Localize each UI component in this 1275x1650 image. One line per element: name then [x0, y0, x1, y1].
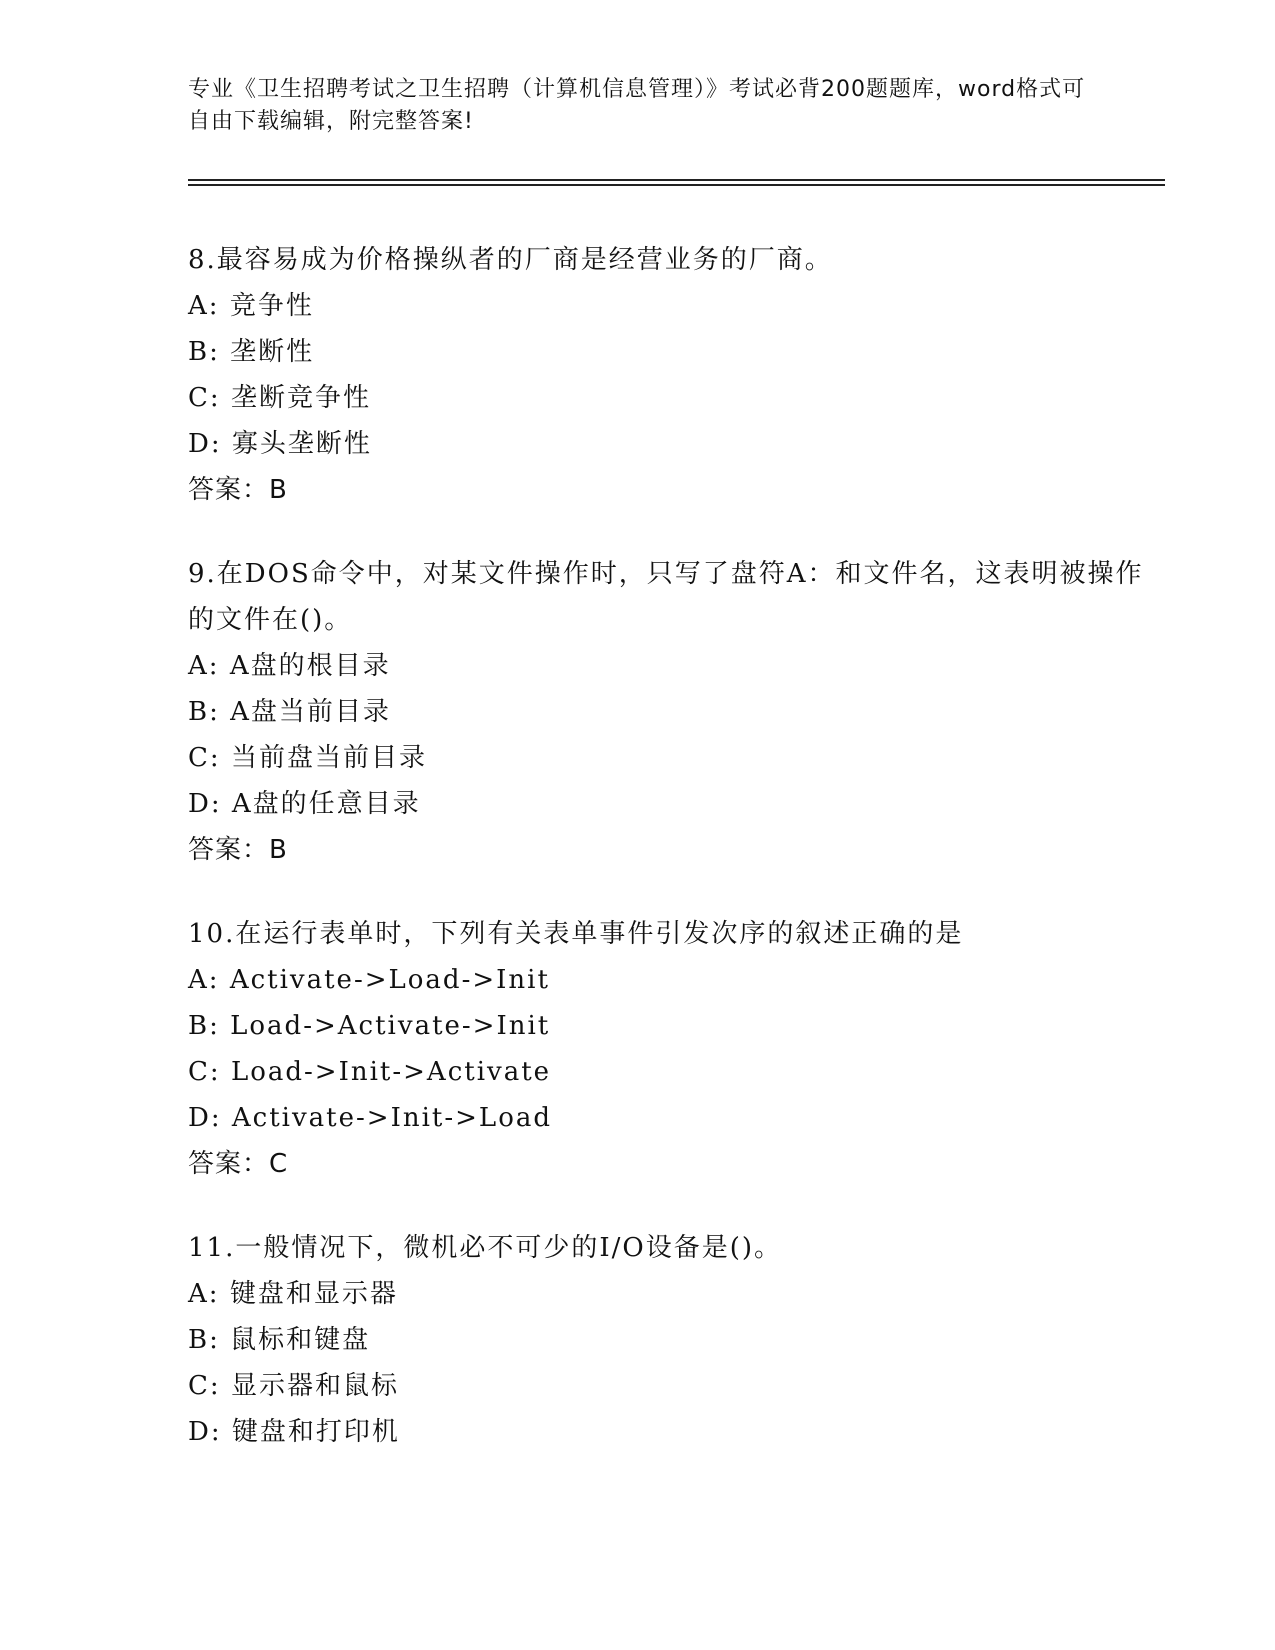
option-c: C : 垄断竞争性	[188, 375, 1148, 421]
option-b: B : A盘当前目录	[188, 689, 1148, 735]
option-a: A : 键盘和显示器	[188, 1271, 1148, 1317]
question-stem: 9.在DOS命令中，对某文件操作时，只写了盘符A：和文件名，这表明被操作的文件在()。	[188, 559, 1144, 635]
answer-label: 答案：B	[188, 475, 288, 505]
option-text: Load->Init->Activate	[230, 1057, 552, 1087]
option-a: A : A盘的根目录	[188, 643, 1148, 689]
question-stem: 8.最容易成为价格操纵者的厂商是经营业务的厂商。	[188, 245, 833, 275]
option-a: A : Activate->Load->Init	[188, 957, 1148, 1003]
option-text: Activate->Init->Load	[231, 1103, 552, 1133]
question-10	[188, 911, 1148, 1187]
option-text: 寡头垄断性	[231, 429, 372, 459]
question-11	[188, 1225, 1148, 1455]
option-b: B : Load->Activate->Init	[188, 1003, 1148, 1049]
option-d: D : Activate->Init->Load	[188, 1095, 1148, 1141]
option-b: B : 垄断性	[188, 329, 1148, 375]
option-text: 显示器和鼠标	[230, 1371, 399, 1401]
header-divider-top	[188, 179, 1165, 181]
question-stem: 10.在运行表单时，下列有关表单事件引发次序的叙述正确的是	[188, 919, 964, 949]
option-text: Load->Activate->Init	[230, 1011, 551, 1041]
question-8	[188, 237, 1148, 513]
option-text: 垄断性	[230, 337, 315, 367]
answer-label: 答案：B	[188, 835, 288, 865]
option-text: A盘的根目录	[229, 651, 391, 681]
option-b: B : 鼠标和键盘	[188, 1317, 1148, 1363]
option-text: 键盘和打印机	[231, 1417, 400, 1447]
option-d: D : 寡头垄断性	[188, 421, 1148, 467]
option-c: C : 当前盘当前目录	[188, 735, 1148, 781]
option-d: D : A盘的任意目录	[188, 781, 1148, 827]
option-text: 当前盘当前目录	[230, 743, 427, 773]
option-text: 键盘和显示器	[229, 1279, 398, 1309]
option-text: 鼠标和键盘	[230, 1325, 371, 1355]
option-text: 垄断竞争性	[230, 383, 371, 413]
option-text: Activate->Load->Init	[229, 965, 550, 995]
answer-label: 答案：C	[188, 1149, 289, 1179]
document-header: 专业《卫生招聘考试之卫生招聘（计算机信息管理）》考试必背200题题库，word格式可自由下载编辑，附完整答案!	[188, 77, 1086, 134]
option-text: A盘当前目录	[230, 697, 391, 727]
option-text: A盘的任意目录	[231, 789, 421, 819]
option-c: C : 显示器和鼠标	[188, 1363, 1148, 1409]
option-c: C : Load->Init->Activate	[188, 1049, 1148, 1095]
header-divider-bottom	[188, 184, 1165, 186]
option-a: A : 竞争性	[188, 283, 1148, 329]
option-text: 竞争性	[229, 291, 314, 321]
question-list	[188, 237, 1148, 1493]
question-stem: 11.一般情况下，微机必不可少的I/O设备是()。	[188, 1233, 782, 1263]
question-9	[188, 551, 1148, 873]
option-d: D : 键盘和打印机	[188, 1409, 1148, 1455]
